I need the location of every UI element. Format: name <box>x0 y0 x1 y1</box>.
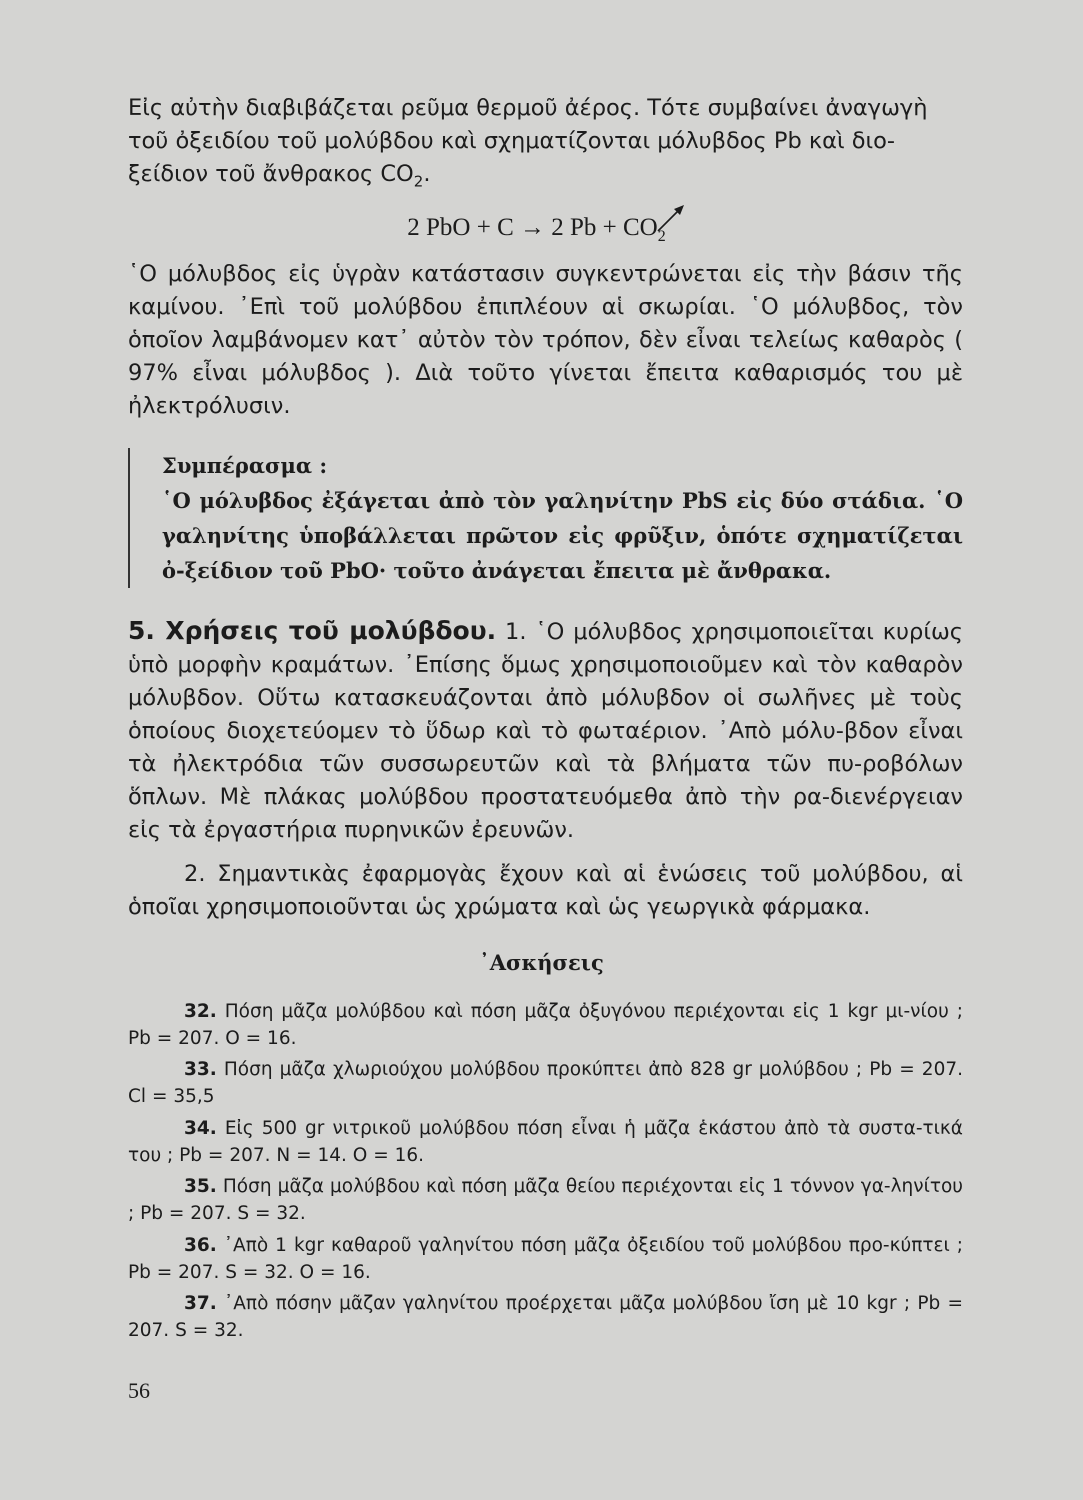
equation-left: 2 PbO + C <box>407 214 514 241</box>
paragraph-2: ῾Ο μόλυβδος εἰς ὑγρὰν κατάστασιν συγκεντρώνεται εἰς τὴν βάσιν τῆς καμίνου. ᾿Επὶ τοῦ μολύβδου ἐπιπλέουν αἱ σκωρίαι. ῾Ο μόλυβδος, τὸν ὁποῖον λαμβάνομεν κατ᾿ αὐτὸν τὸν τρόπον, δὲν εἶναι τελείως καθαρὸς ( 97% εἶναι μόλυβδος ). Διὰ τοῦτο γίνεται ἔπειτα καθαρισμός του μὲ ἠλεκτρόλυσιν. <box>128 261 963 419</box>
exercise-number: 37. <box>184 1293 217 1314</box>
summary-body: ῾Ο μόλυβδος ἐξάγεται ἀπὸ τὸν γαληνίτην PbS εἰς δύο στάδια. ῾Ο γαληνίτης ὑποβάλλεται πρῶτον εἰς φρῦξιν, ὁπότε σχηματίζεται ὀ-ξείδιον τοῦ PbO· τοῦτο ἀνάγεται ἔπειτα μὲ ἄνθρακα. <box>162 488 963 583</box>
reaction-equation <box>0 212 1083 253</box>
exercise-number: 34. <box>184 1118 217 1139</box>
section-5-text-1: 1. ῾Ο μόλυβδος χρησιμοποιεῖται κυρίως ὑπὸ μορφὴν κραμάτων. ᾿Επίσης ὅμως χρησιμοποιοῦμεν καὶ τὸν καθαρὸν μόλυβδον. Οὕτω κατασκευάζονται ἀπὸ μόλυβδον οἱ σωλῆνες μὲ τοὺς ὁποίους διοχετεύομεν τὸ ὕδωρ καὶ τὸ φωταέριον. ᾿Απὸ μόλυ-βδον εἶναι τὰ ἠλεκτρόδια τῶν συσσωρευτῶν καὶ τὰ βλήματα τῶν πυ-ροβόλων ὅπλων. Μὲ πλάκας μολύβδου προστατευόμεθα ἀπὸ τὴν ρα-διενέργειαν εἰς τὰ ἐργαστήρια πυρηνικῶν ἐρευνῶν. <box>128 619 963 843</box>
intro-line-3: ξείδιον τοῦ ἄνθρακος CO <box>128 161 414 187</box>
page-number: 56 <box>128 1378 150 1403</box>
co2-subscript: 2 <box>413 172 424 191</box>
exercise-number: 32. <box>184 1001 217 1022</box>
section-5-paragraph-1 <box>128 614 963 847</box>
intro-line-3-end: . <box>423 161 431 187</box>
exercise-number: 36. <box>184 1235 217 1256</box>
intro-paragraph <box>128 92 963 199</box>
exercise-text: ᾿Απὸ πόσην μᾶζαν γαληνίτου προέρχεται μᾶζα μολύβδου ἴση μὲ 10 kgr ; Pb = 207. S = 32. <box>128 1293 963 1341</box>
section-5-paragraph-2: 2. Σημαντικὰς ἐφαρμογὰς ἔχουν καὶ αἱ ἑνώσεις τοῦ μολύβδου, αἱ ὁποῖαι χρησιμοποιοῦνται ὡς χρώματα καὶ ὡς γεωργικὰ φάρμακα. <box>128 861 963 920</box>
equation-right: 2 Pb + CO <box>551 214 658 241</box>
exercise-37 <box>128 1290 963 1344</box>
equation-arrow: → <box>520 214 545 241</box>
exercise-34 <box>128 1115 963 1169</box>
summary-box <box>128 448 963 588</box>
exercise-text: Πόση μᾶζα χλωριούχου μολύβδου προκύπτει ἀπὸ 828 gr μολύβδου ; Pb = 207. Cl = 35,5 <box>128 1059 963 1107</box>
exercise-text: Πόση μᾶζα μολύβδου καὶ πόση μᾶζα ὀξυγόνου περιέχονται εἰς 1 kgr μι-νίου ; Pb = 207. O = 16. <box>128 1001 963 1049</box>
intro-line-2: τοῦ ὀξειδίου τοῦ μολύβδου καὶ σχηματίζονται μόλυβδος Pb καὶ διο- <box>128 128 896 154</box>
exercise-text: Εἰς 500 gr νιτρικοῦ μολύβδου πόση εἶναι ἡ μᾶζα ἑκάστου ἀπὸ τὰ συστα-τικά του ; Pb = 207. N = 14. O = 16. <box>128 1118 963 1166</box>
exercise-text: Πόση μᾶζα μολύβδου καὶ πόση μᾶζα θείου περιέχονται εἰς 1 τόννον γα-ληνίτου ; Pb = 207. S = 32. <box>128 1176 963 1224</box>
exercise-number: 35. <box>184 1176 217 1197</box>
exercises-title: ᾿Ασκήσεις <box>479 950 604 975</box>
exercise-36 <box>128 1232 963 1286</box>
exercise-32 <box>128 998 963 1052</box>
exercise-33 <box>128 1056 963 1110</box>
exercise-text: ᾿Απὸ 1 kgr καθαροῦ γαληνίτου πόση μᾶζα ὀξειδίου τοῦ μολύβδου προ-κύπτει ; Pb = 207. S = 32. O = 16. <box>128 1235 963 1283</box>
section-5-heading: 5. Χρήσεις τοῦ μολύβδου. <box>128 616 497 645</box>
summary-title: Συμπέρασμα : <box>162 453 328 478</box>
intro-line-1: Εἰς αὐτὴν διαβιβάζεται ρεῦμα θερμοῦ ἀέρος. Τότε συμβαίνει ἀναγωγὴ <box>128 95 928 121</box>
equation-subscript: 2 <box>657 228 666 245</box>
exercise-35 <box>128 1173 963 1227</box>
exercise-number: 33. <box>184 1059 217 1080</box>
